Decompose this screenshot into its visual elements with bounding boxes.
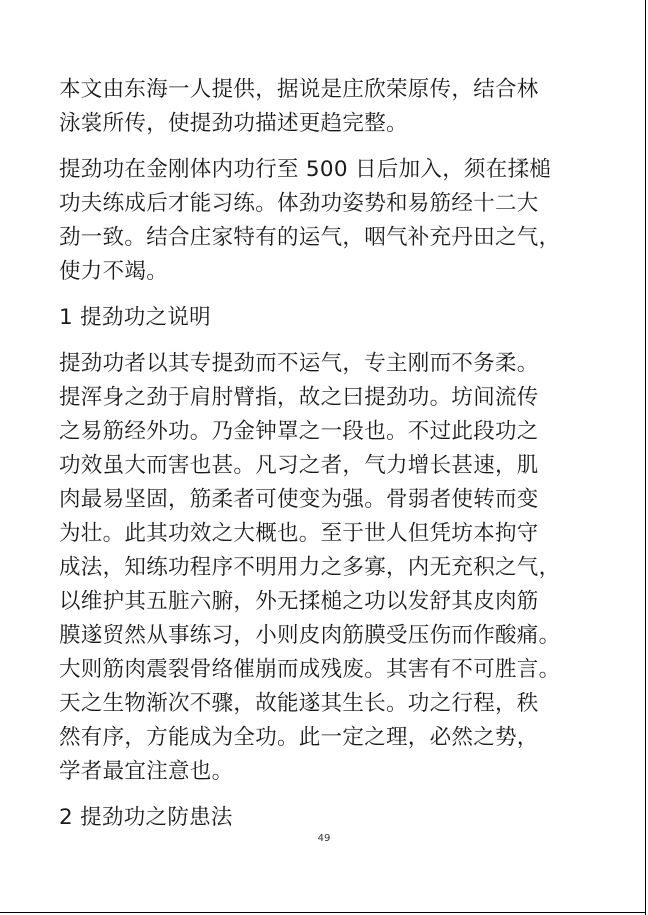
text-line: 提劲功者以其专提劲而不运气，专主刚而不务柔。	[59, 351, 539, 376]
text-line: 功效虽大而害也甚。凡习之者，气力增长甚速，肌	[59, 453, 539, 478]
text-line: 膜遂贸然从事练习，小则皮肉筋膜受压伤而作酸痛。	[59, 623, 561, 648]
text-line: 为壮。此其功效之大概也。至于世人但凭坊本拘守	[59, 521, 539, 546]
text-line: 劲一致。结合庄家特有的运气，咽气补充丹田之气，	[59, 225, 561, 250]
text-line: 本文由东海一人提供，据说是庄欣荣原传，结合林	[59, 77, 539, 102]
section-1-paragraph	[59, 347, 590, 789]
text-line: 使力不竭。	[59, 259, 169, 284]
overview-paragraph	[59, 153, 590, 289]
text-line: 肉最易坚固，筋柔者可使变为强。骨弱者使转而变	[59, 487, 539, 512]
text-line: 提浑身之劲于肩肘臂指，故之曰提劲功。坊间流传	[59, 385, 539, 410]
text-line: 之易筋经外功。乃金钟罩之一段也。不过此段功之	[59, 419, 539, 444]
page-border-bottom	[0, 912, 646, 913]
page-number: 49	[317, 833, 331, 844]
text-line: 学者最宜注意也。	[59, 759, 234, 784]
text-line: 功夫练成后才能习练。体劲功姿势和易筋经十二大	[59, 191, 539, 216]
section-heading-1: 1 提劲功之说明	[59, 305, 211, 330]
section-heading-2: 2 提劲功之防患法	[59, 805, 233, 830]
text-line: 泳裳所传，使提劲功描述更趋完整。	[59, 111, 408, 136]
text-line: 成法，知练功程序不明用力之多寡，内无充积之气，	[59, 555, 561, 580]
page-border-right	[645, 0, 646, 915]
text-line: 提劲功在金刚体内功行至 500 日后加入，须在揉槌	[59, 157, 552, 182]
text-line: 大则筋肉震裂骨络催崩而成残废。其害有不可胜言。	[59, 657, 561, 682]
text-line: 以维护其五脏六腑，外无揉槌之功以发舒其皮肉筋	[59, 589, 539, 614]
document-body	[59, 73, 590, 847]
text-line: 天之生物渐次不骤，故能遂其生长。功之行程，秩	[59, 691, 539, 716]
text-line: 然有序，方能成为全功。此一定之理，必然之势，	[59, 725, 539, 750]
intro-paragraph	[59, 73, 590, 141]
